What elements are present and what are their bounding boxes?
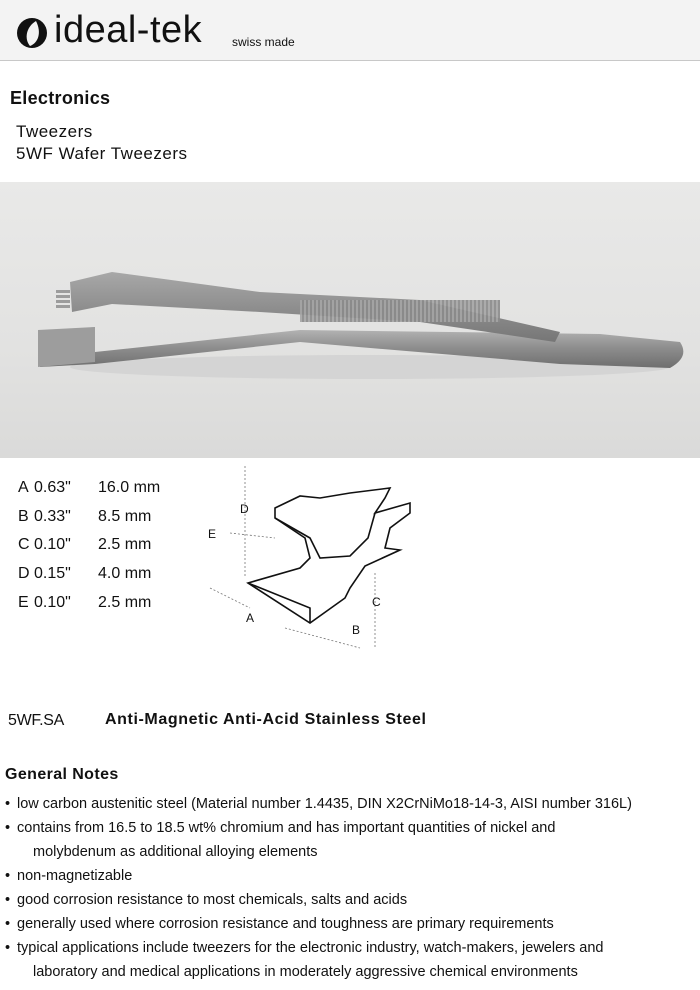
dimension-row: C 0.10" 2.5 mm xyxy=(18,536,152,554)
diagram-label-a: A xyxy=(246,611,255,625)
notes-heading: General Notes xyxy=(5,766,119,783)
diagram-label-d: D xyxy=(240,502,249,516)
category-title: Electronics xyxy=(10,88,111,108)
dimension-row: B 0.33" 8.5 mm xyxy=(18,507,152,525)
diagram-label-b: B xyxy=(352,623,361,637)
breadcrumb-item-product: 5WF Wafer Tweezers xyxy=(16,144,188,163)
list-item: • good corrosion resistance to most chemicals, salts and acids xyxy=(5,888,695,912)
diagram-label-c: C xyxy=(372,595,381,609)
product-photo xyxy=(0,182,700,458)
breadcrumb-item-tweezers[interactable]: Tweezers xyxy=(16,122,93,141)
brand-tagline: swiss made xyxy=(232,35,295,49)
header xyxy=(0,0,700,61)
brand-logo-icon xyxy=(16,17,48,49)
diagram-label-e: E xyxy=(208,527,217,541)
notes-list xyxy=(5,792,695,984)
list-item: • low carbon austenitic steel (Material number 1.4435, DIN X2CrNiMo18-14-3, AISI number 316L) xyxy=(5,792,695,816)
product-name: Anti-Magnetic Anti-Acid Stainless Steel xyxy=(105,711,427,728)
list-item: • typical applications include tweezers for the electronic industry, watch-makers, jewelers and laboratory and medical applications in moderately aggressive chemical environments xyxy=(5,936,695,984)
product-code: 5WF.SA xyxy=(8,712,64,729)
dimension-row: E 0.10" 2.5 mm xyxy=(18,593,152,611)
dimension-list xyxy=(18,474,160,618)
tip-dimension-diagram xyxy=(200,458,420,658)
brand-name: ideal-tek xyxy=(54,9,203,51)
list-item: • generally used where corrosion resistance and toughness are primary requirements xyxy=(5,912,695,936)
list-item: • non-magnetizable xyxy=(5,864,695,888)
list-item: • contains from 16.5 to 18.5 wt% chromium and has important quantities of nickel and molybdenum as additional alloying elements xyxy=(5,816,695,864)
dimension-row: A 0.63" 16.0 mm xyxy=(18,479,161,496)
dimension-row: D 0.15" 4.0 mm xyxy=(18,565,152,583)
